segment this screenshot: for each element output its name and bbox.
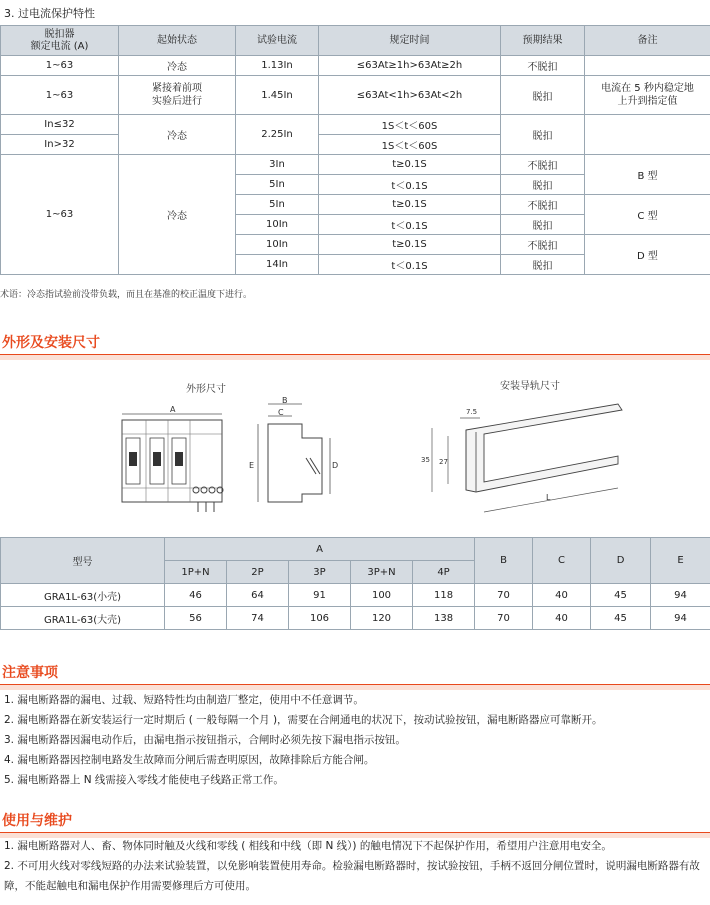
- cell: In>32: [1, 135, 119, 155]
- dimensions-heading-text: 外形及安装尺寸: [2, 335, 100, 351]
- dim-35: 35: [421, 456, 430, 464]
- table-row: [1, 584, 710, 607]
- cell: 74: [227, 607, 289, 630]
- header-a-2p: 2P: [227, 561, 289, 584]
- cell: 3In: [236, 155, 319, 175]
- header-start-state: 起始状态: [119, 26, 236, 56]
- cell: 45: [591, 607, 651, 630]
- cell: 不脱扣: [501, 56, 585, 76]
- table-row: [1, 76, 710, 115]
- header-result: 预期结果: [501, 26, 585, 56]
- header-d: D: [591, 538, 651, 584]
- cell: 40: [533, 584, 591, 607]
- cell: 70: [475, 607, 533, 630]
- cell: t＜0.1S: [319, 255, 501, 275]
- notes-list: [4, 690, 603, 790]
- cell: 56: [165, 607, 227, 630]
- din-rail-drawing: [418, 400, 630, 516]
- cell: ≤63At≥1h>63At≥2h: [319, 56, 501, 76]
- cell: t＜0.1S: [319, 215, 501, 235]
- cell: 冷态: [119, 155, 236, 275]
- dimensions-table: [0, 537, 710, 630]
- list-item: 2. 不可用火线对零线短路的办法来试验装置，以免影响装置使用寿命。检验漏电断路器时，按试验按钮，手柄不返回分闸位置时，说明漏电断路器有故障，不能起触电和漏电保护作用需要修理后方可使用。: [4, 860, 700, 892]
- term-note: 术语：冷态指试验前没带负载，而且在基准的校正温度下进行。: [0, 290, 253, 300]
- outline-label: 外形尺寸: [186, 384, 226, 395]
- list-item: 4. 漏电断路器因控制电路发生故障而分闸后需查明原因，故障排除后方能合闸。: [4, 754, 375, 766]
- header-a-3p: 3P: [289, 561, 351, 584]
- section-3-title: 3. 过电流保护特性: [4, 7, 95, 20]
- cell: 40: [533, 607, 591, 630]
- cell: 2.25In: [236, 115, 319, 155]
- overcurrent-protection-table: [0, 25, 710, 275]
- dim-letter-b: B: [282, 396, 288, 405]
- header-b: B: [475, 538, 533, 584]
- maintenance-list: [4, 836, 704, 896]
- cell: 120: [351, 607, 413, 630]
- cell: 脱扣: [501, 76, 585, 115]
- cell: C 型: [585, 195, 710, 235]
- cell: t≥0.1S: [319, 195, 501, 215]
- cell: 紧接着前项 实验后进行: [119, 76, 236, 115]
- table-row: [1, 56, 710, 76]
- header-c: C: [533, 538, 591, 584]
- cell: 138: [413, 607, 475, 630]
- header-model: 型号: [1, 538, 165, 584]
- cell-model: GRA1L-63(小壳): [1, 584, 165, 607]
- dim-letter-a: A: [170, 405, 176, 414]
- cell: 不脱扣: [501, 235, 585, 255]
- dim-27: 27: [439, 458, 448, 466]
- dim-letter-d: D: [332, 461, 339, 470]
- cell: 脱扣: [501, 175, 585, 195]
- cell: 100: [351, 584, 413, 607]
- cell: 10In: [236, 235, 319, 255]
- header-a-1pn: 1P+N: [165, 561, 227, 584]
- cell: 电流在 5 秒内稳定地 上升到指定值: [585, 76, 710, 115]
- list-item: 1. 漏电断路器对人、畜、物体同时触及火线和零线 ( 相线和中线（即 N 线）) 的触电情况下不起保护作用，希望用户注意用电安全。: [4, 840, 612, 852]
- dimensions-heading: [0, 334, 710, 355]
- cell: 91: [289, 584, 351, 607]
- header-a: A: [165, 538, 475, 561]
- cell: 1~63: [1, 155, 119, 275]
- cell: 不脱扣: [501, 195, 585, 215]
- list-item: 1. 漏电断路器的漏电、过载、短路特性均由制造厂整定，使用中不任意调节。: [4, 694, 364, 706]
- cell: [585, 56, 710, 76]
- cell: 1.13In: [236, 56, 319, 76]
- header-e: E: [651, 538, 710, 584]
- cell: 冷态: [119, 56, 236, 76]
- cell: 5In: [236, 195, 319, 215]
- cell: In≤32: [1, 115, 119, 135]
- table-row: [1, 607, 710, 630]
- cell: 64: [227, 584, 289, 607]
- cell: 70: [475, 584, 533, 607]
- cell: 46: [165, 584, 227, 607]
- table-header-row: [1, 26, 710, 56]
- cell: 10In: [236, 215, 319, 235]
- list-item: 5. 漏电断路器上 N 线需接入零线才能使电子线路正常工作。: [4, 774, 284, 786]
- maintenance-heading: [0, 812, 710, 833]
- notes-heading: [0, 664, 710, 685]
- list-item: 2. 漏电断路器在新安装运行一定时期后 ( 一般每隔一个月 )，需要在合闸通电的状况下，按动试验按钮，漏电断路器应可靠断开。: [4, 714, 603, 726]
- notes-heading-text: 注意事项: [2, 665, 58, 681]
- header-a-3pn: 3P+N: [351, 561, 413, 584]
- cell: 106: [289, 607, 351, 630]
- cell: 5In: [236, 175, 319, 195]
- cell: 脱扣: [501, 255, 585, 275]
- cell: 94: [651, 607, 710, 630]
- cell: t＜0.1S: [319, 175, 501, 195]
- table-header-row: [1, 538, 710, 561]
- cell: 45: [591, 584, 651, 607]
- cell: 冷态: [119, 115, 236, 155]
- cell: B 型: [585, 155, 710, 195]
- cell: 不脱扣: [501, 155, 585, 175]
- dim-letter-c: C: [278, 408, 284, 417]
- header-remarks: 备注: [585, 26, 710, 56]
- cell: 脱扣: [501, 215, 585, 235]
- cell: 1~63: [1, 76, 119, 115]
- cell: 1~63: [1, 56, 119, 76]
- cell: t≥0.1S: [319, 155, 501, 175]
- cell: [585, 115, 710, 155]
- side-view-drawing: [246, 396, 346, 516]
- rail-label: 安装导轨尺寸: [500, 381, 560, 392]
- header-a-4p: 4P: [413, 561, 475, 584]
- dim-letter-l: L: [546, 493, 551, 502]
- dim-7-5: 7.5: [466, 408, 478, 416]
- cell: 1.45In: [236, 76, 319, 115]
- maintenance-heading-text: 使用与维护: [2, 813, 72, 829]
- heading-underline: [0, 355, 710, 360]
- cell: t≥0.1S: [319, 235, 501, 255]
- cell: 脱扣: [501, 115, 585, 155]
- cell: D 型: [585, 235, 710, 275]
- front-view-drawing: [112, 400, 232, 518]
- header-test-current: 试验电流: [236, 26, 319, 56]
- cell-model: GRA1L-63(大壳): [1, 607, 165, 630]
- cell: 94: [651, 584, 710, 607]
- dim-letter-e: E: [249, 461, 255, 470]
- cell: 1S＜t＜60S: [319, 115, 501, 135]
- cell: 14In: [236, 255, 319, 275]
- cell: 1S＜t＜60S: [319, 135, 501, 155]
- cell: 118: [413, 584, 475, 607]
- table-row: [1, 115, 710, 135]
- header-time: 规定时间: [319, 26, 501, 56]
- header-rated-current: 脱扣器 额定电流 (A): [1, 26, 119, 56]
- table-row: [1, 155, 710, 175]
- list-item: 3. 漏电断路器因漏电动作后，由漏电指示按钮指示，合闸时必须先按下漏电指示按钮。: [4, 734, 406, 746]
- cell: ≤63At<1h>63At<2h: [319, 76, 501, 115]
